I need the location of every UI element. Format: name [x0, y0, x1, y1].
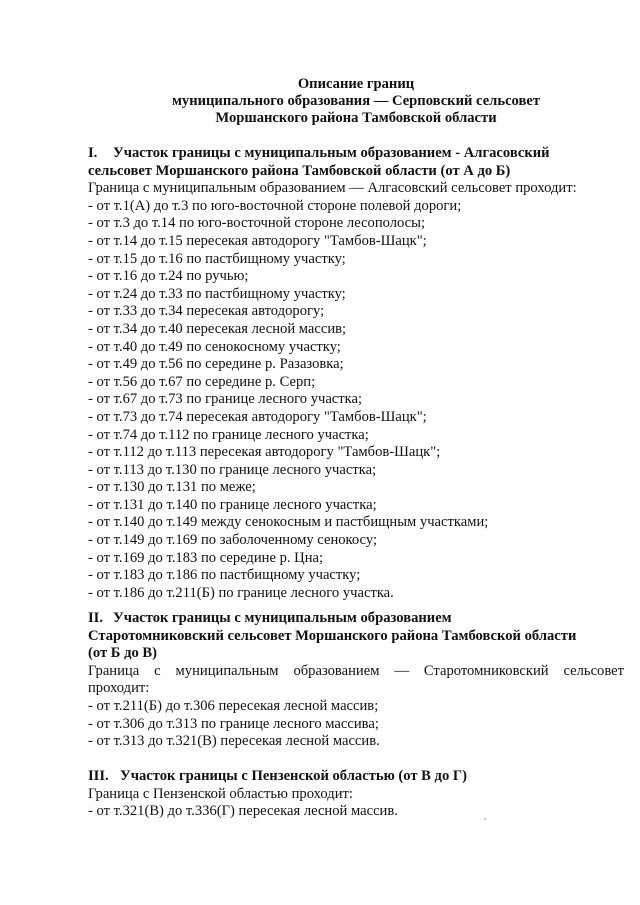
section-1-lead: Граница с муниципальным образованием — Алгасовский сельсовет проходит: [88, 180, 577, 197]
section-1-heading-line-2: сельсовет Моршанского района Тамбовской области (от А до Б) [88, 162, 511, 179]
list-item: - от т.130 до т.131 по меже; [88, 479, 256, 496]
section-3-heading [88, 768, 624, 786]
list-item: - от т.306 до т.313 по границе лесного массива; [88, 715, 379, 732]
list-item: - от т.313 до т.321(В) пересекая лесной массив. [88, 733, 380, 750]
section-1-number: I. [88, 145, 98, 161]
list-item: - от т.40 до т.49 по сенокосному участку; [88, 338, 341, 355]
list-item: - от т.149 до т.169 по заболоченному сенокосу; [88, 532, 378, 549]
list-item: - от т.211(Б) до т.306 пересекая лесной массив; [88, 697, 379, 714]
title-line-3: Моршанского района Тамбовской области [215, 110, 497, 126]
document-title [88, 76, 624, 127]
list-item: - от т.112 до т.113 пересекая автодорогу "Тамбов-Шацк"; [88, 444, 441, 461]
section-3-heading-line-1: Участок границы с Пензенской областью (от В до Г) [120, 768, 468, 784]
section-3-lead: Граница с Пензенской областью проходит: [88, 785, 353, 802]
list-item: - от т.74 до т.112 по границе лесного участка; [88, 426, 369, 443]
section-2 [88, 610, 624, 751]
list-item: - от т.24 до т.33 по пастбищному участку; [88, 285, 346, 302]
list-item: - от т.186 до т.211(Б) по границе лесного участка. [88, 584, 394, 601]
section-1-list [88, 198, 624, 603]
list-item: - от т.15 до т.16 по пастбищному участку; [88, 250, 346, 267]
list-item: - от т.49 до т.56 по середине р. Разазовка; [88, 356, 344, 373]
list-item: - от т.169 до т.183 по середине р. Цна; [88, 549, 324, 566]
list-item: - от т.14 до т.15 пересекая автодорогу "Тамбов-Шацк"; [88, 232, 427, 249]
section-2-number: II. [88, 610, 104, 626]
section-1 [88, 145, 624, 602]
section-2-heading [88, 610, 624, 628]
list-item: - от т.33 до т.34 пересекая автодорогу; [88, 303, 325, 320]
section-2-list [88, 698, 624, 751]
list-item: - от т.1(А) до т.3 по юго-восточной стороне полевой дороги; [88, 197, 462, 214]
list-item: - от т.113 до т.130 по границе лесного участка; [88, 461, 377, 478]
title-line-2: муниципального образования — Серповский сельсовет [171, 93, 541, 109]
section-1-heading [88, 145, 624, 163]
list-item: - от т.183 до т.186 по пастбищному участку; [88, 567, 361, 584]
section-2-heading-line-1: Участок границы с муниципальным образованием [113, 610, 452, 626]
title-line-1: Описание границ [297, 76, 415, 92]
list-item: - от т.67 до т.73 по границе лесного участка; [88, 391, 363, 408]
section-1-heading-line-1: Участок границы с муниципальным образованием - Алгасовский [113, 145, 550, 161]
list-item: - от т.3 до т.14 по юго-восточной стороне лесополосы; [88, 215, 426, 232]
section-2-heading-line-3: (от Б до В) [88, 645, 157, 662]
list-item: - от т.56 до т.67 по середине р. Серп; [88, 373, 316, 390]
list-item: - от т.34 до т.40 пересекая лесной массив; [88, 320, 347, 337]
list-item: - от т.73 до т.74 пересекая автодорогу "Тамбов-Шацк"; [88, 408, 427, 425]
section-2-lead-line-2: проходит: [88, 680, 150, 697]
section-3 [88, 768, 624, 821]
section-3-list [88, 803, 624, 821]
list-item: - от т.321(В) до т.336(Г) пересекая лесной массив. [88, 803, 398, 820]
list-item: - от т.16 до т.24 по ручью; [88, 268, 249, 285]
list-item: - от т.140 до т.149 между сенокосным и пастбищным участками; [88, 514, 489, 531]
section-3-number: III. [88, 768, 109, 784]
scan-speck [484, 818, 486, 820]
list-item: - от т.131 до т.140 по границе лесного участка; [88, 496, 377, 513]
section-2-lead-line-1: Граница с муниципальным образованием — Старотомниковский сельсовет [88, 662, 624, 679]
section-2-heading-line-2: Старотомниковский сельсовет Моршанского района Тамбовской области [88, 627, 577, 644]
